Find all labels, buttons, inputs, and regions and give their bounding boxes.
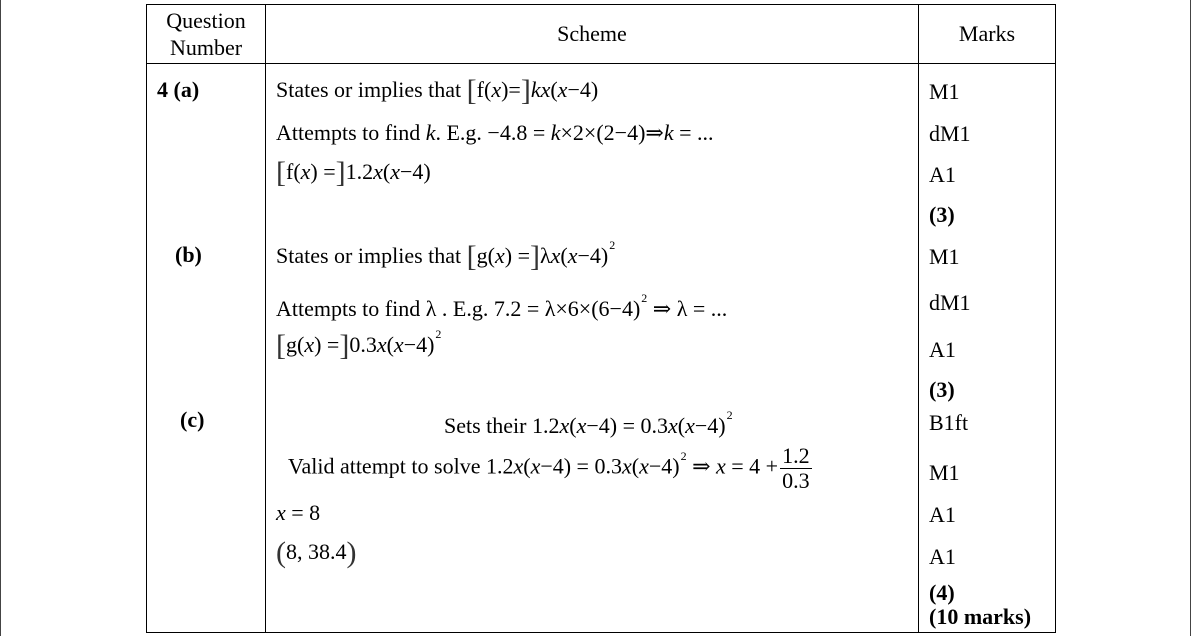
scheme-cell [266,64,919,633]
math-token: f( [476,77,492,102]
mark-c3: A1 [929,502,956,527]
paren-left: ( [276,536,286,569]
mark-c-total: (4) [929,580,955,605]
math-token: = 4 + [725,453,779,479]
mark-grand-total: (10 marks) [929,604,1032,629]
math-token: 1.2 [345,159,374,184]
bracket-left: [ [276,156,286,189]
math-token: ( [677,413,686,438]
exponent: 2 [680,448,687,463]
math-token: k [550,120,561,145]
bracket-right: ] [339,329,350,362]
math-token: x [685,413,695,438]
exponent: 2 [726,408,733,422]
math-token: x [491,77,502,102]
question-header-line2: Number [169,35,243,60]
math-token: x [376,332,387,357]
math-token: ) = [310,159,336,184]
question-number-header [147,5,266,64]
page-right-border [1190,0,1191,636]
bracket-left: [ [276,329,286,362]
scheme-c-line-2-text: Valid attempt to solve 1.2 [288,453,514,479]
exponent: 2 [609,238,616,252]
paren-right: ) [346,536,357,569]
scheme-c-line-1-text: Sets their 1.2 [444,413,560,438]
math-token: x [373,159,383,184]
bracket-right: ] [529,240,540,273]
math-token: x [513,453,524,479]
math-token: = ... [673,120,714,145]
mark-a2: dM1 [929,121,971,146]
math-token: ⇒ λ = ... [647,296,728,321]
mark-b-total: (3) [929,377,955,402]
mark-a3: A1 [929,162,956,187]
bracket-right: ] [335,156,346,189]
scheme-a-line-3 [276,156,431,190]
fraction-denominator: 0.3 [782,468,810,493]
math-token: ( [631,453,640,479]
math-token: ) = [504,243,530,268]
mark-c2: M1 [929,460,960,485]
math-token: x [300,159,311,184]
marks-header: Marks [919,5,1056,64]
fraction [780,444,812,493]
scheme-b-line-1 [276,238,615,274]
math-token: ( [386,332,394,357]
math-token: x [276,500,286,525]
scheme-a-line-2-text: Attempts to find [276,120,426,145]
math-token: = 8 [285,500,321,525]
math-token: k [425,120,436,145]
mark-b3: A1 [929,337,956,362]
exponent: 2 [435,327,442,341]
header-row [147,5,1056,64]
math-token: ( [560,243,568,268]
scheme-b-line-2 [276,291,727,322]
math-token: ×2×(2−4)⇒ [560,120,664,145]
scheme-b-line-1-text: States or implies that [276,243,467,268]
body-row [147,64,1056,633]
mark-a-total: (3) [929,202,955,227]
math-token: x [557,77,568,102]
math-token: x [621,453,632,479]
math-token: −4) [648,453,680,479]
math-token: )= [501,77,521,102]
math-token: k [663,120,674,145]
math-token: x [668,413,678,438]
math-token: x [530,453,541,479]
scheme-b-line-3 [276,327,441,363]
mark-c1: B1ft [929,410,969,435]
math-token: x [716,453,726,479]
math-token: −4) [403,332,435,357]
scheme-b-line-2-text: Attempts to find λ . E.g. 7.2 = λ×6×(6−4) [276,296,641,321]
bracket-right: ] [520,74,531,107]
scheme-a-line-2 [276,120,714,146]
scheme-a-line-1-text: States or implies that [276,77,467,102]
math-token: x [494,243,505,268]
question-header-line1: Question [166,8,246,33]
marks-cell [919,64,1056,633]
math-token: . E.g. −4.8 = [435,120,551,145]
math-token: x [567,243,578,268]
math-token: −4) [577,243,609,268]
scheme-a-line-1 [276,74,598,108]
math-token: x [576,413,587,438]
bracket-left: [ [466,74,477,107]
question-number-cell [147,64,266,633]
math-token: x [550,243,561,268]
math-token: −4) = 0.3 [586,413,668,438]
fraction-numerator: 1.2 [782,443,810,468]
math-token: x [390,159,401,184]
math-token: g( [476,243,495,268]
scheme-header: Scheme [266,5,919,64]
bracket-left: [ [466,240,477,273]
math-token: ( [523,453,531,479]
mark-b2: dM1 [929,290,971,315]
math-token: ( [550,77,558,102]
scheme-c-line-1 [444,408,733,439]
math-token: ⇒ [686,453,716,479]
scheme-c-line-2 [288,444,812,493]
question-label-b: (b) [175,242,202,267]
math-token: x [304,332,315,357]
scheme-c-line-4 [276,536,357,570]
math-token: ( [569,413,577,438]
scheme-c-line-3 [276,500,320,526]
math-token: f( [286,159,301,184]
math-token: ) = [314,332,340,357]
math-token: −4) = 0.3 [540,453,622,479]
question-label-4a: 4 (a) [157,77,200,102]
mark-a1: M1 [929,79,960,104]
math-token: −4) [694,413,726,438]
mark-c4: A1 [929,544,956,569]
mark-scheme-table [146,4,1056,633]
math-token: x [393,332,404,357]
math-token: x [639,453,649,479]
math-token: 0.3 [349,332,377,357]
math-token: λ [539,243,551,268]
math-token: kx [530,77,551,102]
math-token: x [559,413,570,438]
coordinate-answer: 8, 38.4 [286,539,347,564]
page-left-border [0,0,1,636]
math-token: g( [286,332,305,357]
math-token: −4) [400,159,431,184]
exponent: 2 [641,291,648,305]
math-token: ( [382,159,391,184]
question-label-c: (c) [180,407,205,432]
math-token: −4) [567,77,599,102]
mark-b1: M1 [929,244,960,269]
